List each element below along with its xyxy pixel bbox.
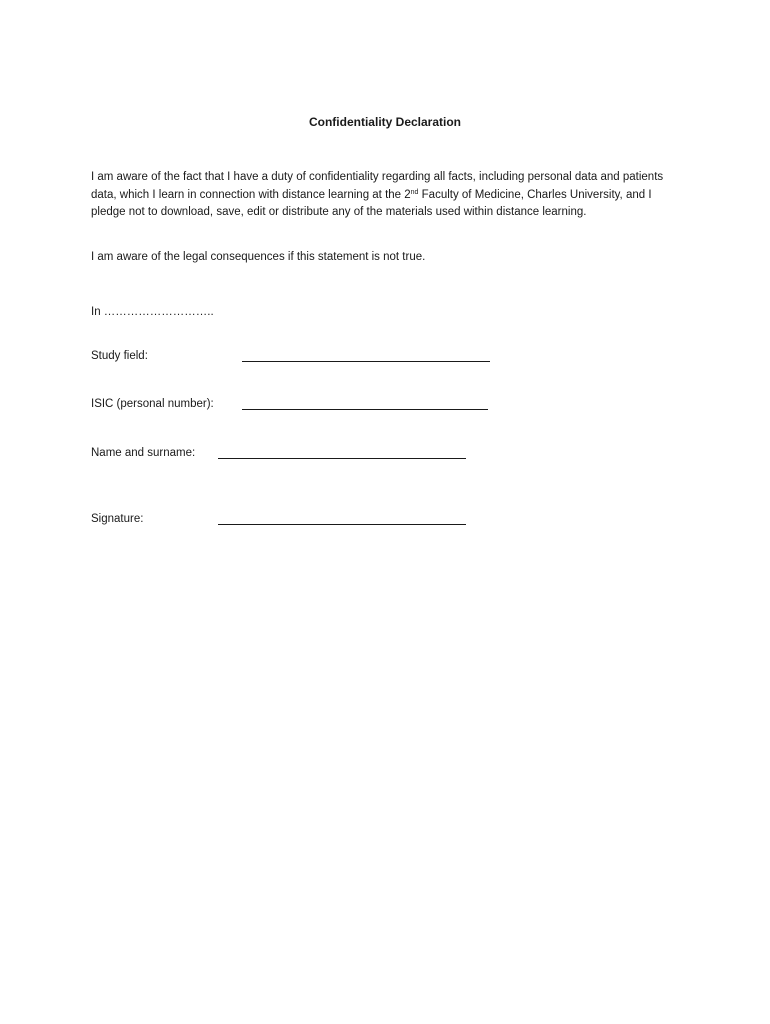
place-line: In ……………………….. bbox=[91, 306, 214, 318]
signature-label: Signature: bbox=[91, 513, 144, 525]
ordinal-suffix: nd bbox=[410, 188, 419, 196]
declaration-paragraph bbox=[91, 169, 681, 222]
isic-blank[interactable] bbox=[242, 409, 488, 410]
name-surname-label: Name and surname: bbox=[91, 447, 196, 459]
signature-blank[interactable] bbox=[218, 524, 466, 525]
study-field-blank[interactable] bbox=[242, 361, 490, 362]
isic-label: ISIC (personal number): bbox=[91, 398, 214, 410]
declaration-text-part1: I am aware of the fact that I have a duty of confidentiality regarding all facts, including personal data and patients data, which I learn in connection with distance learning at the 2 bbox=[91, 171, 664, 201]
study-field-label: Study field: bbox=[91, 350, 148, 362]
legal-consequences-paragraph: I am aware of the legal consequences if this statement is not true. bbox=[91, 251, 426, 263]
document-title: Confidentiality Declaration bbox=[308, 115, 462, 129]
name-surname-blank[interactable] bbox=[218, 458, 466, 459]
declaration-text-part2: Faculty of Medicine, Charles University, and I pledge not to download, save, edit or distribute any of the materials used within distance learning. bbox=[91, 188, 652, 219]
